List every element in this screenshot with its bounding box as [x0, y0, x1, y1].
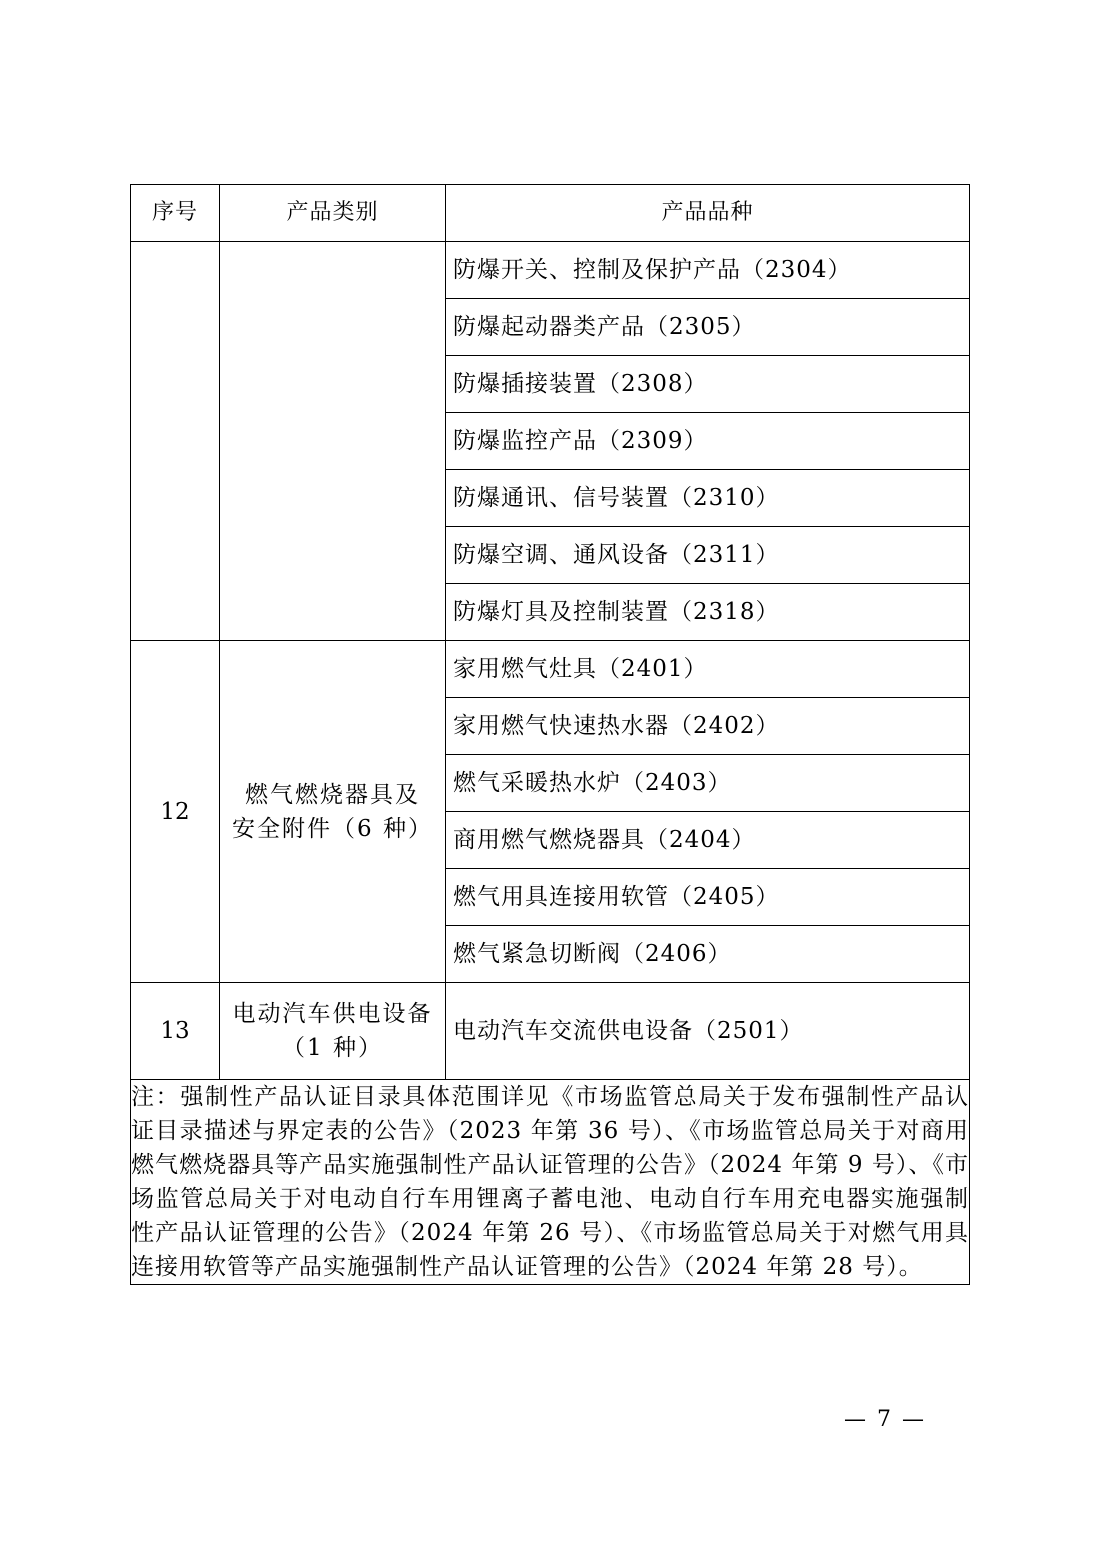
category-line: 燃气燃烧器具及: [245, 781, 420, 808]
note-row: [131, 1080, 970, 1285]
product-item: 燃气采暖热水炉（2403）: [446, 755, 970, 812]
product-item: 防爆空调、通风设备（2311）: [446, 527, 970, 584]
product-item: 家用燃气灶具（2401）: [446, 641, 970, 698]
table-header-row: [131, 185, 970, 242]
product-item: 防爆插接装置（2308）: [446, 356, 970, 413]
product-item: 电动汽车交流供电设备（2501）: [446, 983, 970, 1080]
table-note: 注：强制性产品认证目录具体范围详见《市场监管总局关于发布强制性产品认证目录描述与界定表的公告》（2023 年第 36 号）、《市场监管总局关于对商用燃气燃烧器具等产品实施强制性产品认证管理的公告》（2024 年第 9 号）、《市场监管总局关于对电动自行车用锂离子蓄电池、电动自行车用充电器实施强制性产品认证管理的公告》（2024 年第 26 号）、《市场监管总局关于对燃气用具连接用软管等产品实施强制性产品认证管理的公告》（2024 年第 28 号）。: [131, 1080, 970, 1285]
table-row: [131, 242, 970, 299]
category-line: 安全附件（6 种）: [232, 815, 433, 842]
serial-number-cell: [131, 242, 220, 641]
header-serial-number: 序号: [131, 185, 220, 242]
category-cell: [220, 641, 446, 983]
page-number: — 7 —: [844, 1407, 926, 1432]
product-item: 防爆起动器类产品（2305）: [446, 299, 970, 356]
header-product-variety: 产品品种: [446, 185, 970, 242]
category-line: （1 种）: [282, 1035, 383, 1061]
category-line: 电动汽车供电设备: [232, 1001, 433, 1027]
header-product-category: 产品类别: [220, 185, 446, 242]
product-item: 燃气用具连接用软管（2405）: [446, 869, 970, 926]
product-item: 商用燃气燃烧器具（2404）: [446, 812, 970, 869]
product-item: 防爆灯具及控制装置（2318）: [446, 584, 970, 641]
serial-number-cell: 12: [131, 641, 220, 983]
table-row: [131, 641, 970, 698]
product-item: 防爆开关、控制及保护产品（2304）: [446, 242, 970, 299]
product-item: 燃气紧急切断阀（2406）: [446, 926, 970, 983]
category-cell: [220, 983, 446, 1080]
product-catalog-table: [130, 184, 970, 1285]
category-cell: [220, 242, 446, 641]
product-item: 防爆监控产品（2309）: [446, 413, 970, 470]
product-item: 家用燃气快速热水器（2402）: [446, 698, 970, 755]
serial-number-cell: 13: [131, 983, 220, 1080]
product-item: 防爆通讯、信号装置（2310）: [446, 470, 970, 527]
table-row: [131, 983, 970, 1080]
